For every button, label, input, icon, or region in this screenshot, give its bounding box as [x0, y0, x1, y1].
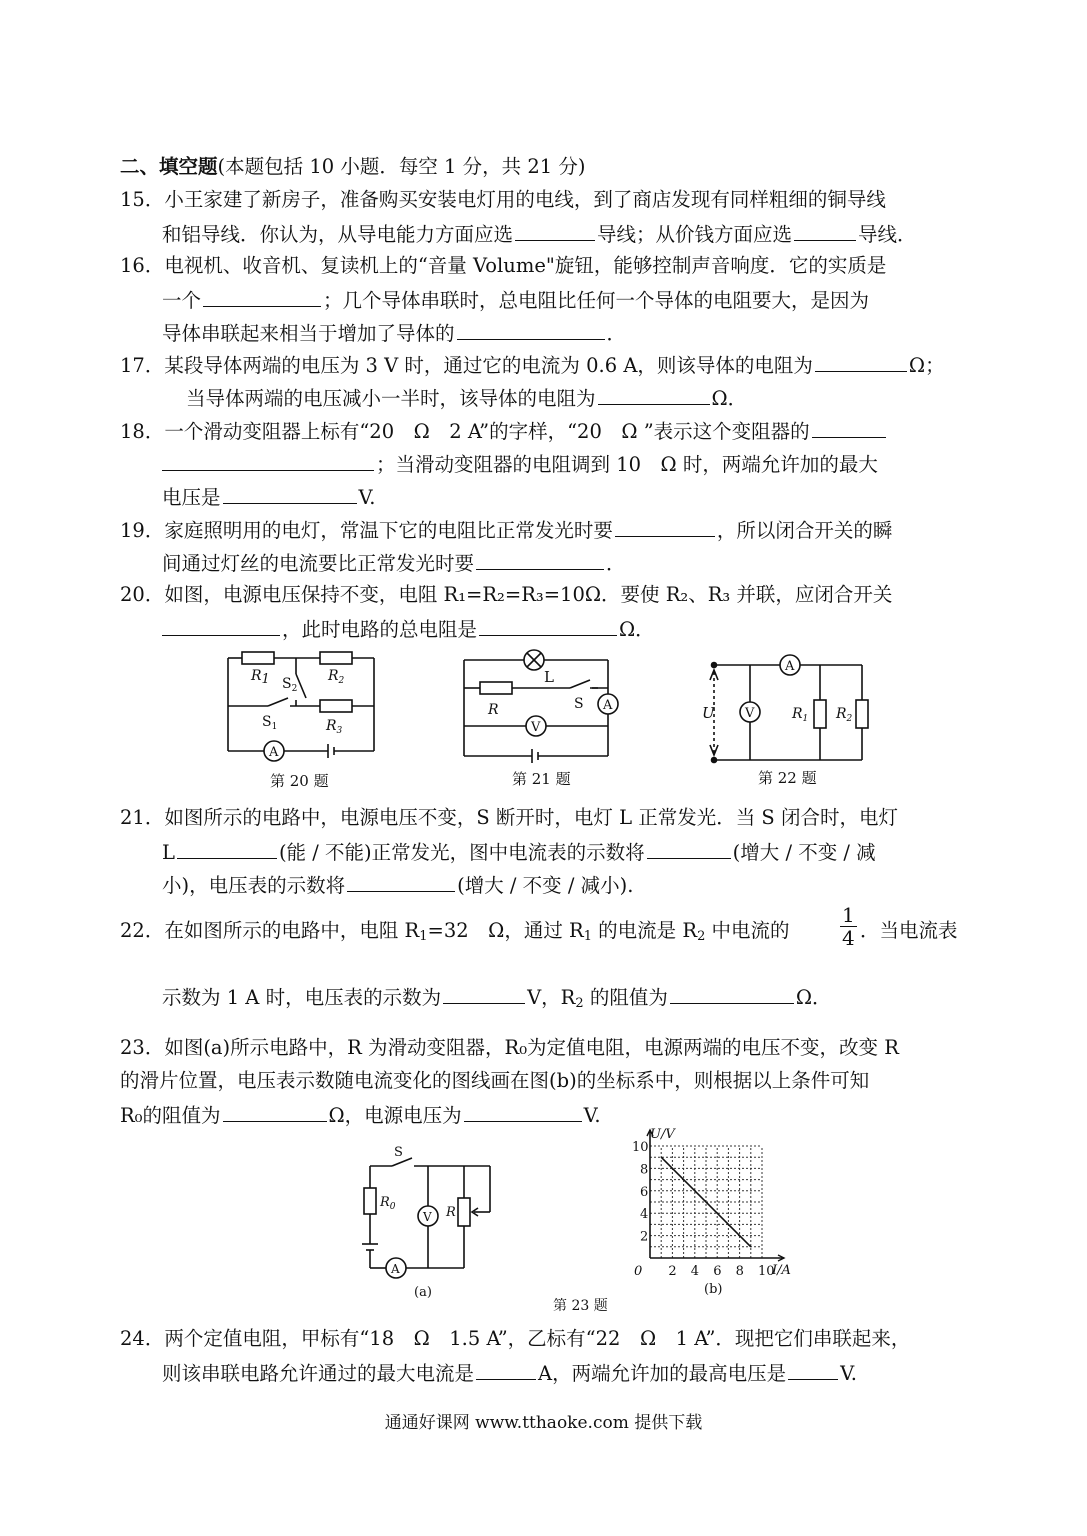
q22-text1a: 在如图所示的电路中，电阻 R [164, 919, 420, 942]
q22-text1h: ．当电流表 [860, 919, 958, 942]
q20-text2b: Ω． [619, 618, 655, 641]
switch-s [570, 680, 590, 688]
q21-blank2[interactable] [647, 838, 731, 859]
q15-text2c: 导线． [858, 223, 917, 246]
figure-20-circuit [222, 648, 392, 793]
switch-s1 [268, 698, 288, 706]
q24-blank1[interactable] [476, 1359, 536, 1380]
q24-text1: 两个定值电阻，甲标有“18 Ω 1.5 A”，乙标有“22 Ω 1 A”．现把它们串联起来， [164, 1327, 911, 1350]
q20-line1 [120, 582, 892, 608]
x-tick-label: 6 [713, 1264, 722, 1279]
q21-text3a: 小)，电压表的示数将 [162, 874, 346, 897]
q15-text2a: 和铝导线．你认为，从导电能力方面应选 [162, 223, 514, 246]
q19-text2a: 间通过灯丝的电流要比正常发光时要 [162, 552, 475, 575]
q20-number: 20． [120, 583, 165, 606]
q17-blank2[interactable] [598, 384, 710, 405]
q21-text2a: L [162, 841, 175, 864]
q21-line2 [162, 838, 876, 866]
q16-line1 [120, 253, 886, 279]
figure-20-caption: 第 20 题 [270, 772, 329, 790]
chart-axes [647, 1130, 784, 1261]
q16-text3b: ． [606, 322, 627, 345]
ammeter-label: A [603, 698, 613, 713]
q24-number: 24． [120, 1327, 165, 1350]
q20-text2a: ，此时电路的总电阻是 [282, 618, 478, 641]
label-r0: $R_0$ [380, 1195, 396, 1212]
voltmeter-label: V [423, 1210, 432, 1224]
q17-number: 17． [120, 354, 165, 377]
q18-text2: ；当滑动变阻器的电阻调到 10 Ω 时，两端允许加的最大 [376, 453, 878, 476]
q19-text1b: ，所以闭合开关的瞬 [716, 519, 893, 542]
q22-line1-end [860, 918, 958, 944]
label-u: U [702, 704, 715, 722]
q22-line1 [120, 918, 790, 950]
page-footer: 通通好课网 www.tthaoke.com 提供下载 [384, 1413, 703, 1433]
q23-text3a: R₀的阻值为 [120, 1104, 221, 1127]
q22-text2b: V，R [527, 986, 576, 1009]
slider-rheostat [458, 1198, 470, 1226]
q22-sub4: 2 [575, 996, 584, 1011]
q18-blank1a[interactable] [812, 417, 886, 438]
label-s: S [574, 696, 584, 712]
figure-23a-circuit [356, 1145, 496, 1300]
q15-text2b: 导线；从价钱方面应选 [597, 223, 793, 246]
figure-22-caption: 第 22 题 [758, 769, 817, 787]
q18-text3b: V. [358, 486, 376, 509]
figure-22-circuit [702, 650, 877, 795]
q22-line2 [162, 983, 832, 1017]
figure-21-caption: 第 21 题 [512, 770, 571, 788]
y-tick-label: 8 [640, 1162, 649, 1178]
q15-line2 [162, 220, 917, 248]
y-tick-label: 2 [640, 1229, 649, 1245]
q18-line3 [162, 483, 375, 511]
q16-blank2[interactable] [457, 319, 605, 340]
q17-blank1[interactable] [815, 351, 907, 372]
q23-text3b: Ω，电源电压为 [328, 1104, 462, 1127]
q17-line2 [186, 384, 747, 412]
q22-blank1[interactable] [443, 983, 525, 1004]
q15-blank2[interactable] [794, 220, 856, 241]
q23-text2: 的滑片位置，电压表示数随电流变化的图线画在图(b)的坐标系中，则根据以上条件可知 [120, 1069, 870, 1092]
section-title: 二、填空题 [120, 155, 218, 178]
q21-blank1[interactable] [177, 838, 277, 859]
q23-line2 [120, 1068, 869, 1094]
q22-fraction [840, 904, 857, 949]
fraction-denominator: 4 [842, 926, 855, 950]
q24-text2a: 则该串联电路允许通过的最大电流是 [162, 1362, 475, 1385]
q20-line2 [162, 615, 655, 643]
q21-line3 [162, 871, 633, 899]
chart-origin-label: 0 [634, 1264, 643, 1279]
label-r1: $R_1$ [792, 706, 809, 724]
figure-23a-label: (a) [414, 1285, 432, 1300]
q16-text1: 电视机、收音机、复读机上的“音量 Volume"旋钮，能够控制声音响度．它的实质是 [164, 254, 887, 277]
q19-text1a: 家庭照明用的电灯，常温下它的电阻比正常发光时要 [164, 519, 613, 542]
section-header [120, 154, 585, 180]
resistor-r3 [320, 700, 352, 712]
y-tick-label: 4 [640, 1207, 649, 1223]
q17-text1a: 某段导体两端的电压为 3 V 时，通过它的电流为 0.6 A，则该导体的电阻为 [164, 354, 813, 377]
figure-23b-label: (b) [704, 1282, 723, 1297]
resistor-r2 [856, 700, 868, 728]
q18-blank2[interactable] [223, 483, 357, 504]
x-tick-label: 8 [735, 1264, 744, 1279]
label-l: L [544, 668, 554, 686]
q16-line3 [162, 319, 626, 347]
q22-sub2: 1 [583, 929, 592, 944]
q22-number: 22． [120, 919, 165, 942]
q16-blank1[interactable] [203, 286, 321, 307]
figure-21-circuit [458, 646, 633, 791]
q20-blank1[interactable] [162, 615, 280, 636]
q20-blank2[interactable] [479, 615, 617, 636]
q17-line1 [120, 351, 945, 379]
q15-blank1[interactable] [515, 220, 595, 241]
label-r2: $R_2$ [836, 706, 853, 724]
q22-text1g: 中电流的 [705, 919, 790, 942]
label-r: R [446, 1205, 456, 1220]
q18-line1 [120, 417, 888, 445]
q16-text2b: ；几个导体串联时，总电阻比任何一个导体的电阻要大，是因为 [323, 289, 870, 312]
ammeter-label: A [391, 1262, 400, 1276]
q24-text2c: V. [840, 1362, 857, 1385]
q21-text1: 如图所示的电路中，电源电压不变，S 断开时，电灯 L 正常发光．当 S 闭合时，电灯 [164, 806, 898, 829]
q22-blank2[interactable] [670, 983, 794, 1004]
label-s1: $S_1$ [262, 714, 278, 732]
q22-text2d: 的阻值为 [583, 986, 668, 1009]
resistor-r1 [814, 700, 826, 728]
q21-text2b: (能 / 不能)正常发光，图中电流表的示数将 [278, 841, 645, 864]
q19-line1 [120, 516, 892, 544]
q24-blank2[interactable] [788, 1359, 838, 1380]
q16-line2 [162, 286, 869, 314]
q19-blank1[interactable] [615, 516, 715, 537]
q18-text1: 一个滑动变阻器上标有“20 Ω 2 A”的字样，“20 Ω ”表示这个变阻器的 [164, 420, 810, 443]
q18-blank1b[interactable] [162, 450, 374, 471]
q18-text3a: 电压是 [162, 486, 221, 509]
y-tick-label: 6 [640, 1184, 649, 1200]
label-s2: $S_2$ [282, 676, 298, 694]
switch-s2 [296, 674, 306, 698]
q22-text1c: =32 Ω，通过 R [427, 919, 584, 942]
q23-blank2[interactable] [464, 1101, 582, 1122]
q21-blank3[interactable] [347, 871, 455, 892]
q16-text3a: 导体串联起来相当于增加了导体的 [162, 322, 455, 345]
q23-line3 [120, 1101, 601, 1129]
resistor-r1 [242, 652, 274, 664]
y-tick-label: 10 [632, 1140, 649, 1155]
x-tick-label: 10 [758, 1264, 775, 1279]
resistor-r2 [320, 652, 352, 664]
q17-text2b: Ω． [711, 387, 748, 410]
label-r: R [488, 702, 499, 718]
q23-line1 [120, 1035, 899, 1061]
q22-text1e: 的电流是 R [591, 919, 698, 942]
q22-sub1: 1 [419, 929, 428, 944]
q16-text2a: 一个 [162, 289, 202, 312]
q15-number: 15． [120, 188, 165, 211]
q18-line2 [162, 450, 878, 478]
fraction-numerator: 1 [842, 903, 855, 927]
q19-line2 [162, 549, 626, 577]
x-tick-label: 2 [668, 1264, 677, 1279]
q17-text1b: Ω； [908, 354, 945, 377]
label-r2: $R_2$ [328, 668, 345, 686]
q15-text1: 小王家建了新房子，准备购买安装电灯用的电线，到了商店发现有同样粗细的铜导线 [164, 188, 886, 211]
figure-23b-chart [628, 1124, 798, 1297]
section-note: (本题包括 10 小题．每空 1 分，共 21 分) [217, 155, 586, 178]
q24-line1 [120, 1326, 910, 1352]
label-r1: R1 [251, 668, 270, 687]
resistor-r [480, 682, 512, 694]
ammeter-label: A [269, 745, 279, 760]
q23-blank1[interactable] [223, 1101, 327, 1122]
q17-text2a: 当导体两端的电压减小一半时，该导体的电阻为 [186, 387, 596, 410]
q22-text2a: 示数为 1 A 时，电压表的示数为 [162, 986, 442, 1009]
q22-sub3: 2 [697, 929, 706, 944]
q23-text1: 如图(a)所示电路中，R 为滑动变阻器，R₀为定值电阻，电源两端的电压不变，改变 R [164, 1036, 899, 1059]
label-r3: $R_3$ [326, 718, 343, 736]
q20-text1: 如图，电源电压保持不变，电阻 R₁=R₂=R₃=10Ω．要使 R₂、R₃ 并联，应闭合开关 [164, 583, 893, 606]
q24-text2b: A，两端允许加的最高电压是 [538, 1362, 787, 1385]
figure-23-caption: 第 23 题 [553, 1298, 608, 1314]
q18-number: 18． [120, 420, 165, 443]
q15-line1 [120, 187, 886, 213]
q23-number: 23． [120, 1036, 165, 1059]
voltmeter-label: V [531, 720, 541, 735]
q19-number: 19． [120, 519, 165, 542]
ammeter-label: A [785, 659, 795, 674]
q21-text2c: (增大 / 不变 / 减 [732, 841, 876, 864]
q16-number: 16． [120, 254, 165, 277]
x-tick-label: 4 [690, 1264, 700, 1279]
q22-text2e: Ω． [795, 986, 832, 1009]
chart-y-label: U/V [650, 1127, 675, 1142]
label-s: S [394, 1145, 403, 1160]
q21-number: 21． [120, 806, 165, 829]
q23-text3c: V. [583, 1104, 601, 1127]
q19-text2b: ． [606, 552, 626, 575]
chart-x-label: I/A [772, 1263, 791, 1278]
voltmeter-label: V [745, 706, 755, 721]
q21-text3b: (增大 / 不变 / 减小). [457, 874, 634, 897]
q21-line1 [120, 805, 898, 831]
q19-blank2[interactable] [476, 549, 604, 570]
resistor-r0 [364, 1188, 376, 1214]
q24-line2 [162, 1359, 857, 1387]
